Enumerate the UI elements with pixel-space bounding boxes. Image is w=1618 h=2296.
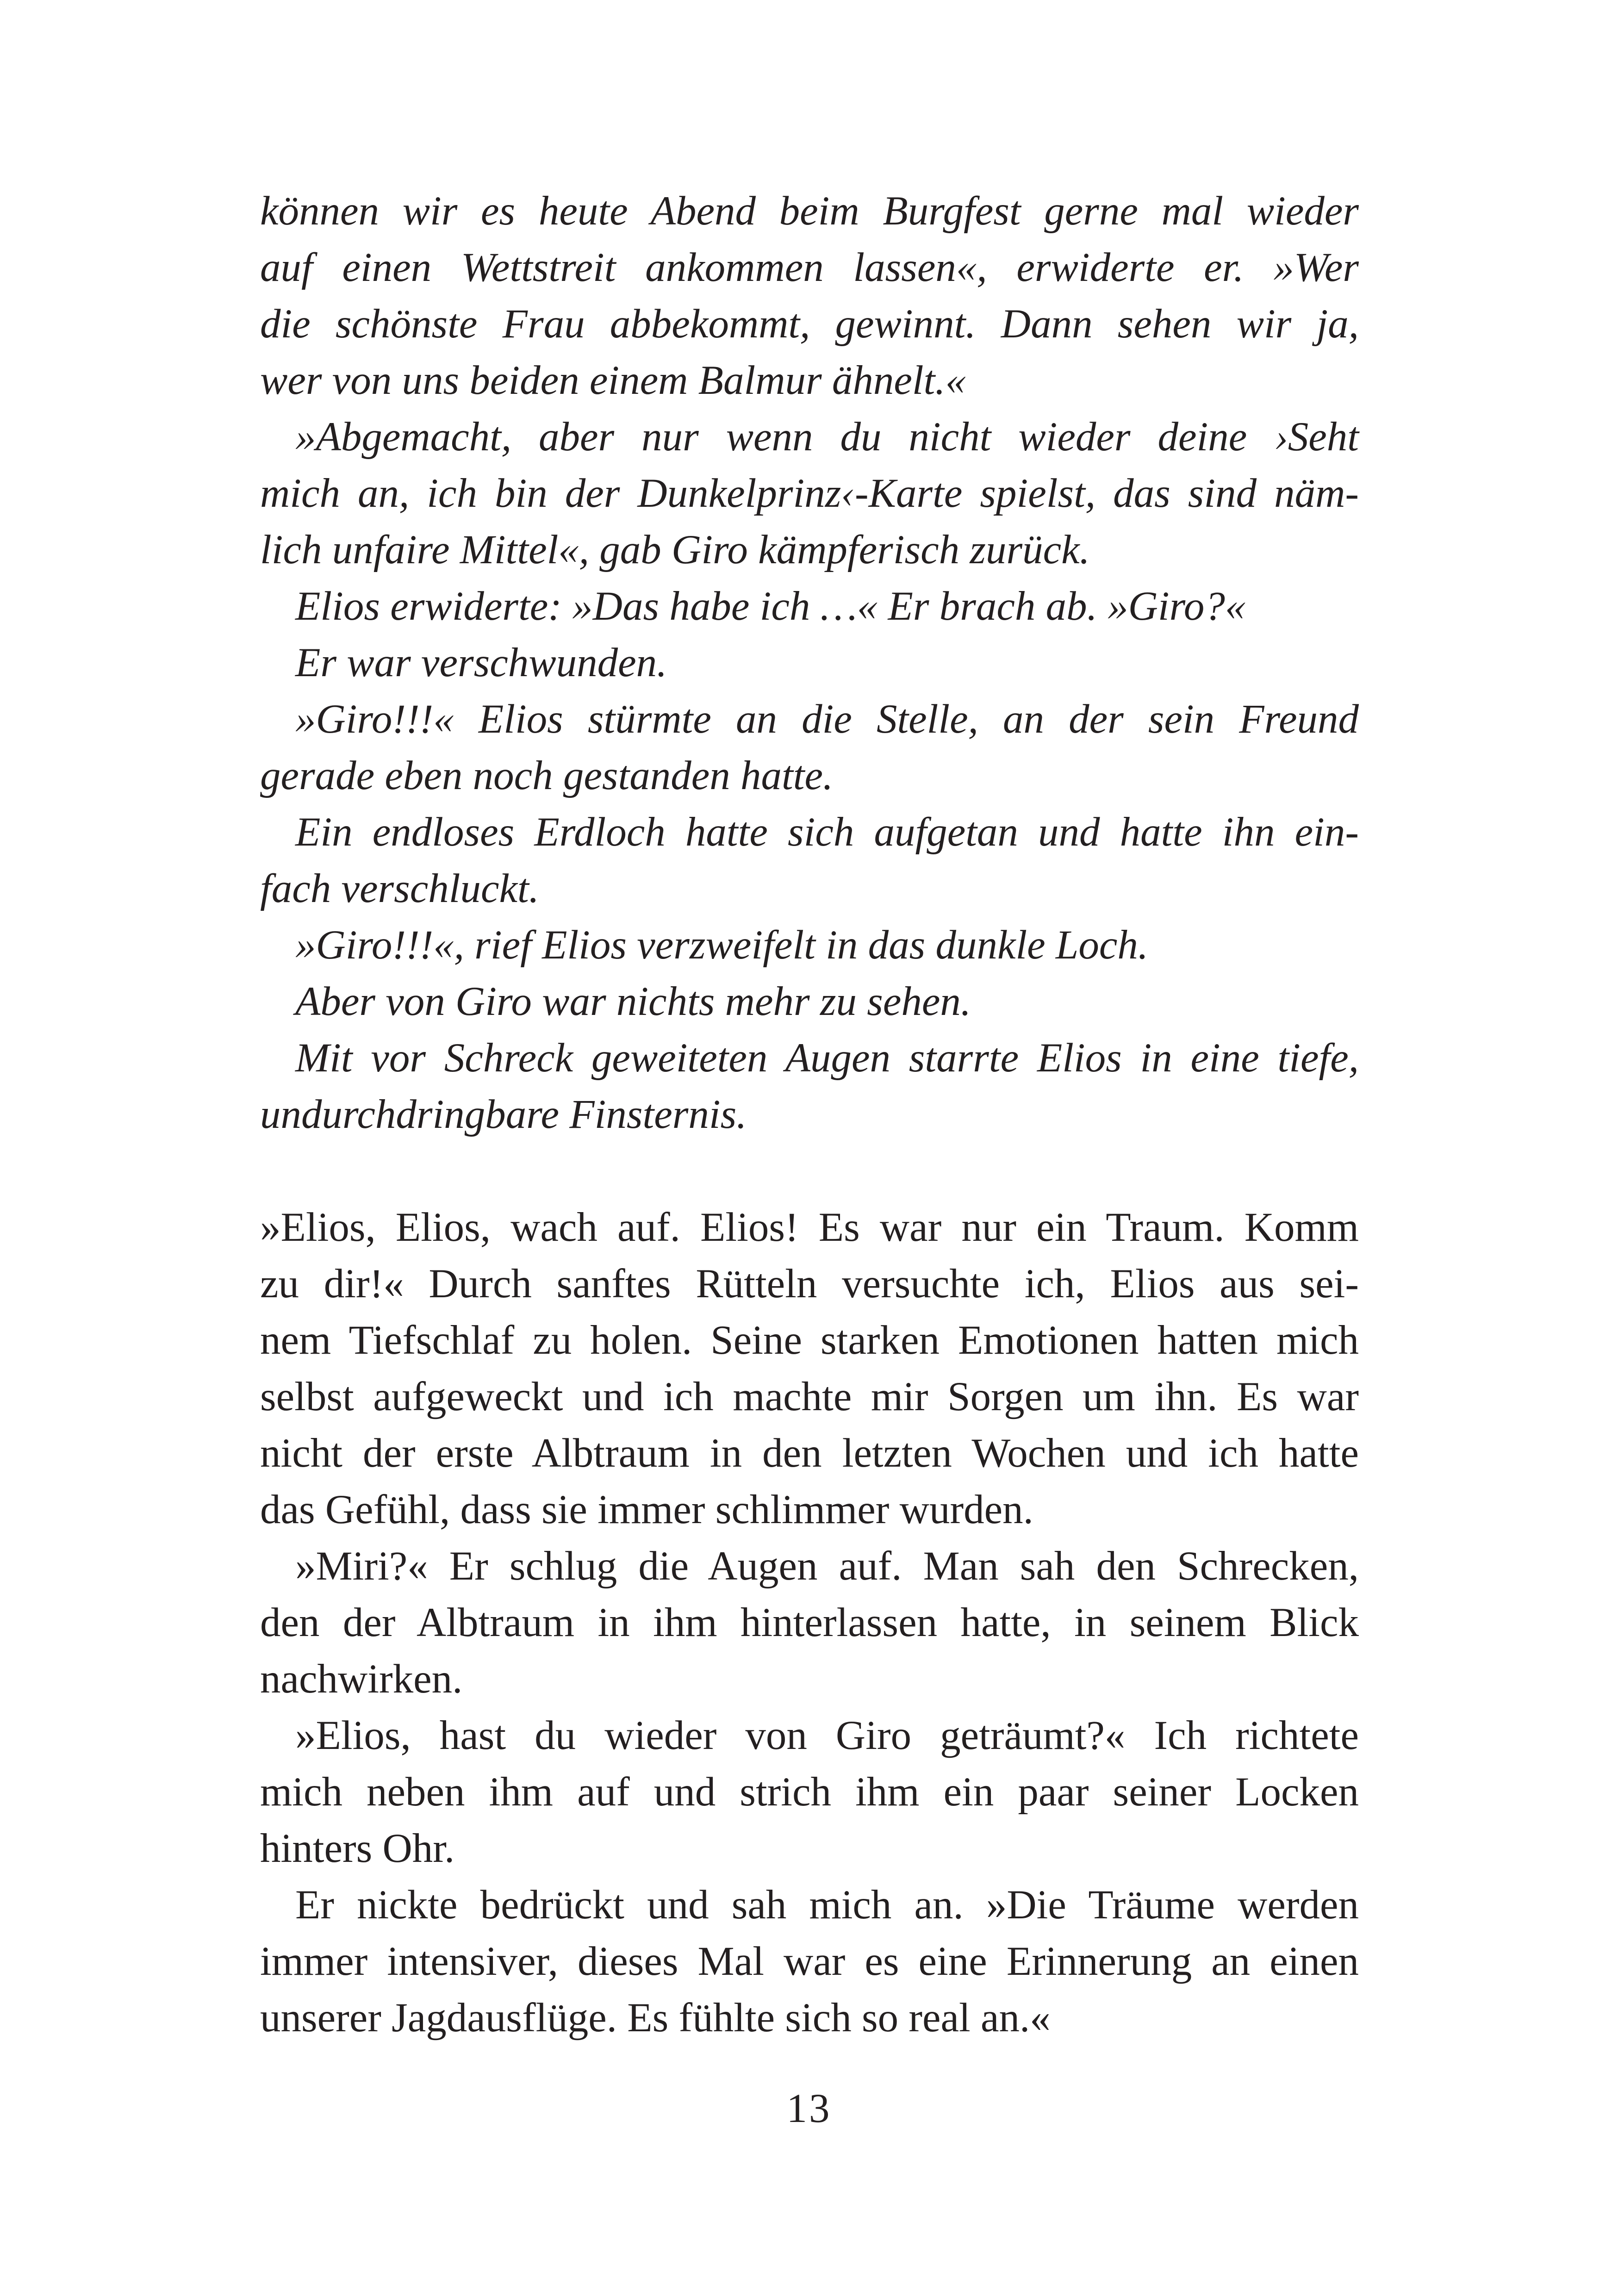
text-line: »Elios, hast du wieder von Giro geträumt?« Ich richtete (295, 1713, 1359, 1758)
text-line: »Elios, Elios, wach auf. Elios! Es war nur ein Traum. Komm (260, 1205, 1359, 1250)
text-line: mich an, ich bin der Dunkelprinz‹-Karte spielst, das sind näm- (260, 471, 1359, 516)
page-text (260, 183, 1359, 2046)
text-line: nachwirken. (260, 1656, 463, 1702)
dream-passage (260, 183, 1359, 1143)
text-line: »Abgemacht, aber nur wenn du nicht wieder deine ›Seht (295, 414, 1359, 460)
text-line: »Miri?« Er schlug die Augen auf. Man sah den Schrecken, (295, 1543, 1359, 1589)
text-line: unserer Jagdausflüge. Es fühlte sich so real an.« (260, 1995, 1051, 2041)
page-number: 13 (786, 2086, 832, 2131)
text-line: das Gefühl, dass sie immer schlimmer wurden. (260, 1487, 1033, 1532)
text-line: »Giro!!!«, rief Elios verzweifelt in das dunkle Loch. (295, 922, 1149, 968)
waking-passage (260, 1199, 1359, 2046)
text-line: den der Albtraum in ihm hinterlassen hatte, in seinem Blick (260, 1600, 1359, 1645)
scene-break (260, 1143, 1359, 1199)
text-line: hinters Ohr. (260, 1826, 455, 1871)
text-line: die schönste Frau abbekommt, gewinnt. Dann sehen wir ja, (260, 301, 1359, 347)
text-line: »Giro!!!« Elios stürmte an die Stelle, an der sein Freund (295, 697, 1359, 742)
text-line: auf einen Wettstreit ankommen lassen«, erwiderte er. »Wer (260, 245, 1359, 290)
text-line: wer von uns beiden einem Balmur ähnelt.« (260, 358, 966, 403)
text-line: Aber von Giro war nichts mehr zu sehen. (295, 979, 971, 1024)
text-line: gerade eben noch gestanden hatte. (260, 753, 834, 798)
text-line: mich neben ihm auf und strich ihm ein paar seiner Locken (260, 1769, 1359, 1815)
text-line: nicht der erste Albtraum in den letzten Wochen und ich hatte (260, 1431, 1359, 1476)
text-line: undurchdringbare Finsternis. (260, 1092, 747, 1137)
text-line: Er nickte bedrückt und sah mich an. »Die Träume werden (295, 1882, 1359, 1928)
text-line: Er war verschwunden. (295, 640, 667, 685)
text-line: Elios erwiderte: »Das habe ich …« Er brach ab. »Giro?« (295, 584, 1246, 629)
text-line: nem Tiefschlaf zu holen. Seine starken Emotionen hatten mich (260, 1318, 1359, 1363)
text-line: immer intensiver, dieses Mal war es eine Erinnerung an einen (260, 1939, 1359, 1984)
text-line: Ein endloses Erdloch hatte sich aufgetan und hatte ihn ein- (295, 809, 1359, 855)
text-line: selbst aufgeweckt und ich machte mir Sorgen um ihn. Es war (260, 1374, 1359, 1419)
text-line: lich unfaire Mittel«, gab Giro kämpferisch zurück. (260, 527, 1090, 572)
text-line: zu dir!« Durch sanftes Rütteln versuchte ich, Elios aus sei- (260, 1261, 1359, 1307)
text-line: fach verschluckt. (260, 866, 539, 911)
text-line: können wir es heute Abend beim Burgfest gerne mal wieder (260, 188, 1359, 234)
text-line: Mit vor Schreck geweiteten Augen starrte Elios in eine tiefe, (295, 1035, 1359, 1081)
